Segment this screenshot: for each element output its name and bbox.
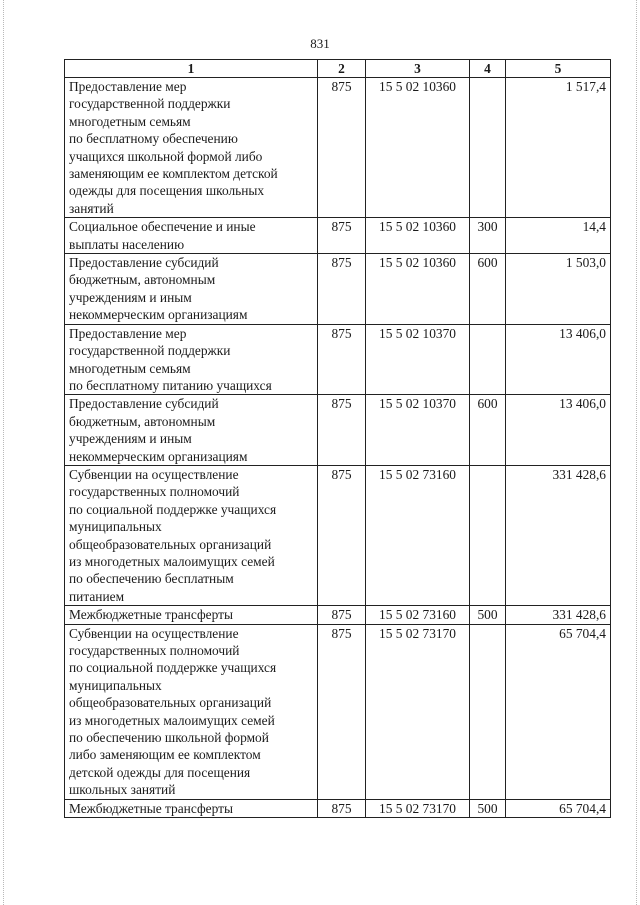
row-target-article: 15 5 02 10360 — [366, 254, 470, 325]
header-col-3: 3 — [366, 60, 470, 78]
row-name-line: учащихся школьной формой либо — [69, 148, 263, 164]
row-name-line: Предоставление мер — [69, 79, 187, 94]
page-number: 831 — [310, 36, 330, 51]
row-expense-type: 600 — [470, 395, 506, 466]
row-name-line: выплаты населению — [69, 236, 185, 252]
row-amount: 1 517,4 — [506, 78, 611, 218]
row-name-line: Предоставление мер — [69, 325, 187, 341]
row-name-line: муниципальных — [69, 677, 162, 693]
header-row — [65, 60, 611, 78]
row-expense-type: 500 — [470, 606, 506, 624]
row-target-article: 15 5 02 10360 — [366, 218, 470, 254]
header-col-5: 5 — [506, 60, 611, 78]
row-ved-code: 875 — [318, 78, 366, 218]
row-name-line: либо заменяющим ее комплектом — [69, 747, 261, 763]
header-col-4: 4 — [470, 60, 506, 78]
row-name-line: государственной поддержки — [69, 343, 231, 359]
row-target-article: 15 5 02 10370 — [366, 324, 470, 395]
row-expense-type — [470, 624, 506, 799]
row-name-line: Субвенции на осуществление — [69, 625, 239, 641]
row-name-line: многодетным семьям — [69, 113, 191, 129]
table-row — [65, 465, 611, 605]
row-target-article: 15 5 02 10370 — [366, 395, 470, 466]
row-ved-code: 875 — [318, 799, 366, 817]
row-target-article: 15 5 02 73170 — [366, 624, 470, 799]
table-row — [65, 254, 611, 325]
row-name-line: по социальной поддержке учащихся — [69, 501, 277, 517]
row-name — [65, 395, 318, 466]
row-name-line: государственной поддержки — [69, 96, 231, 112]
row-amount: 65 704,4 — [506, 799, 611, 817]
row-expense-type — [470, 324, 506, 395]
row-target-article: 15 5 02 73160 — [366, 465, 470, 605]
row-ved-code: 875 — [318, 324, 366, 395]
row-name-line: из многодетных малоимущих семей — [69, 712, 275, 728]
row-name-line: учреждениям и иным — [69, 431, 192, 447]
row-amount: 331 428,6 — [506, 606, 611, 624]
table-row — [65, 78, 611, 218]
row-name-line: общеобразовательных организаций — [69, 695, 272, 711]
row-name — [65, 218, 318, 254]
row-expense-type — [470, 465, 506, 605]
row-amount: 1 503,0 — [506, 254, 611, 325]
row-name — [65, 799, 318, 817]
row-name-line: некоммерческим организациям — [69, 448, 248, 464]
row-target-article: 15 5 02 73160 — [366, 606, 470, 624]
row-name — [65, 254, 318, 325]
row-name — [65, 324, 318, 395]
row-name-line: Предоставление субсидий — [69, 255, 219, 271]
table-row — [65, 395, 611, 466]
row-name-line: учреждениям и иным — [69, 289, 192, 305]
row-name — [65, 606, 318, 624]
table-row — [65, 799, 611, 817]
table-row — [65, 624, 611, 799]
row-ved-code: 875 — [318, 395, 366, 466]
row-expense-type: 300 — [470, 218, 506, 254]
scan-right-edge — [636, 0, 637, 905]
row-ved-code: 875 — [318, 606, 366, 624]
table-row — [65, 324, 611, 395]
row-name-line: общеобразовательных организаций — [69, 536, 272, 552]
row-name — [65, 78, 318, 218]
budget-table — [64, 59, 611, 818]
row-name-line: государственных полномочий — [69, 484, 240, 500]
row-name-line: Социальное обеспечение и иные — [69, 219, 256, 235]
row-target-article: 15 5 02 10360 — [366, 78, 470, 218]
row-name-line: Субвенции на осуществление — [69, 466, 239, 482]
header-col-2: 2 — [318, 60, 366, 78]
row-name-line: по бесплатному обеспечению — [69, 131, 238, 147]
row-name-line: по бесплатному питанию учащихся — [69, 377, 272, 393]
row-expense-type: 500 — [470, 799, 506, 817]
row-name-line: Предоставление субсидий — [69, 396, 219, 412]
row-name-line: муниципальных — [69, 519, 162, 535]
row-name-line: занятий — [69, 200, 114, 216]
row-amount: 65 704,4 — [506, 624, 611, 799]
row-name-line: государственных полномочий — [69, 643, 240, 658]
table-row — [65, 218, 611, 254]
row-name-line: бюджетным, автономным — [69, 272, 216, 288]
row-amount: 331 428,6 — [506, 465, 611, 605]
row-name-line: питанием — [69, 588, 125, 604]
row-name-line: по социальной поддержке учащихся — [69, 660, 277, 676]
row-name-line: Межбюджетные трансферты — [69, 800, 233, 816]
row-amount: 14,4 — [506, 218, 611, 254]
table-row — [65, 606, 611, 624]
row-name-line: заменяющим ее комплектом детской — [69, 166, 278, 182]
row-ved-code: 875 — [318, 218, 366, 254]
row-name-line: многодетным семьям — [69, 360, 191, 376]
row-name-line: из многодетных малоимущих семей — [69, 553, 275, 569]
row-ved-code: 875 — [318, 624, 366, 799]
row-name-line: некоммерческим организациям — [69, 307, 248, 323]
row-target-article: 15 5 02 73170 — [366, 799, 470, 817]
row-name-line: одежды для посещения школьных — [69, 183, 265, 199]
row-name — [65, 624, 318, 799]
row-name — [65, 465, 318, 605]
scan-left-edge — [3, 0, 4, 905]
row-amount: 13 406,0 — [506, 324, 611, 395]
row-name-line: бюджетным, автономным — [69, 413, 216, 429]
row-ved-code: 875 — [318, 254, 366, 325]
row-name-line: детской одежды для посещения — [69, 764, 251, 780]
row-name-line: по обеспечению школьной формой — [69, 730, 269, 746]
row-ved-code: 875 — [318, 465, 366, 605]
header-col-1: 1 — [65, 60, 318, 78]
row-amount: 13 406,0 — [506, 395, 611, 466]
row-name-line: по обеспечению бесплатным — [69, 571, 234, 587]
row-expense-type: 600 — [470, 254, 506, 325]
row-expense-type — [470, 78, 506, 218]
row-name-line: Межбюджетные трансферты — [69, 607, 233, 623]
row-name-line: школьных занятий — [69, 782, 176, 798]
table-body — [65, 78, 611, 818]
